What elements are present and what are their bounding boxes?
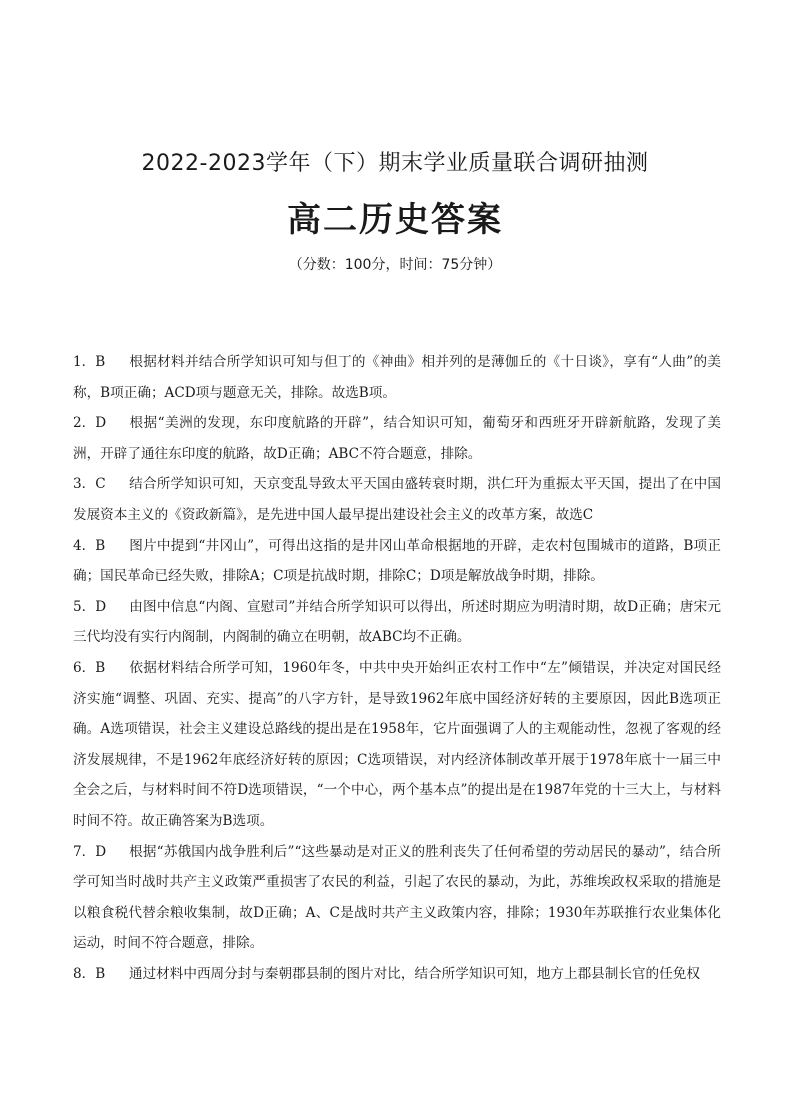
page-title: 高二历史答案 [287,200,503,240]
answer-item-7 [73,837,721,959]
answer-list [73,347,721,989]
answer-number: 7．D [73,843,107,860]
answer-item-6 [73,653,721,837]
answer-explanation: 结合所学知识可知，天京变乱导致太平天国由盛转衰时期，洪仁玕为重振太平天国，提出了在中国发展资本主义的《资政新篇》，是先进中国人最早提出建设社会主义的改革方案，故选C [73,476,721,523]
exam-title: 2022-2023学年（下）期末学业质量联合调研抽测 [141,151,649,176]
score-time-info: （分数：100分，时间：75分钟） [288,257,502,273]
answer-number: 8．B [73,965,106,982]
answer-item-2 [73,408,721,469]
answer-explanation: 图片中提到“井冈山”，可得出这指的是井冈山革命根据地的开辟，走农村包围城市的道路，B项正确；国民革命已经失败，排除A；C项是抗战时期，排除C；D项是解放战争时期，排除。 [73,537,721,585]
answer-explanation: 依据材料结合所学可知，1960年冬，中共中央开始纠正农村工作中“左”倾错误，并决定对国民经济实施“调整、巩固、充实、提高”的八字方针，是导致1962年底中国经济好转的主要原因，因此B选项正确。A选项错误，社会主义建设总路线的提出是在1958年，它片面强调了人的主观能动性，忽视了客观的经济发展规律，不是1962年底经济好转的原因；C选项错误，对内经济体制改革开展于1978年底十一届三中全会之后，与材料时间不符D选项错误，“一个中心，两个基本点”的提出是在1987年党的十三大上，与材料时间不符。故正确答案为B选项。 [73,659,721,829]
answer-item-5 [73,592,721,653]
answer-number: 3．C [73,476,106,493]
answer-explanation: 通过材料中西周分封与秦朝郡县制的图片对比，结合所学知识可知，地方上郡县制长官的任免权 [129,965,700,982]
answer-explanation: 根据“苏俄国内战争胜利后”“这些暴动是对正义的胜利丧失了任何希望的劳动居民的暴动”，结合所学可知当时战时共产主义政策严重损害了农民的利益，引起了农民的暴动，为此，苏维埃政权采取的措施是以粮食税代替余粮收集制，故D正确；A、C是战时共产主义政策内容，排除；1930年苏联推行农业集体化运动，时间不符合题意，排除。 [73,843,721,952]
answer-number: 4．B [73,537,106,554]
answer-number: 5．D [73,598,107,615]
answer-explanation: 根据材料并结合所学知识可知与但丁的《神曲》相并列的是薄伽丘的《十日谈》，享有“人曲”的美称，B项正确；ACD项与题意无关，排除。故选B项。 [73,354,721,401]
answer-number: 1．B [73,354,106,370]
answer-item-1 [73,347,721,408]
answer-number: 2．D [73,415,107,432]
answer-item-3 [73,469,721,530]
answer-item-4 [73,531,721,592]
answer-item-8 [73,959,721,990]
answer-number: 6．B [73,659,106,676]
answer-explanation: 由图中信息“内阁、宣慰司”并结合所学知识可以得出，所述时期应为明清时期，故D正确；唐宋元三代均没有实行内阁制，内阁制的确立在明朝，故ABC均不正确。 [73,598,721,646]
answer-explanation: 根据“美洲的发现，东印度航路的开辟”，结合知识可知，葡萄牙和西班牙开辟新航路，发现了美洲，开辟了通往东印度的航路，故D正确；ABC不符合题意，排除。 [73,415,721,462]
